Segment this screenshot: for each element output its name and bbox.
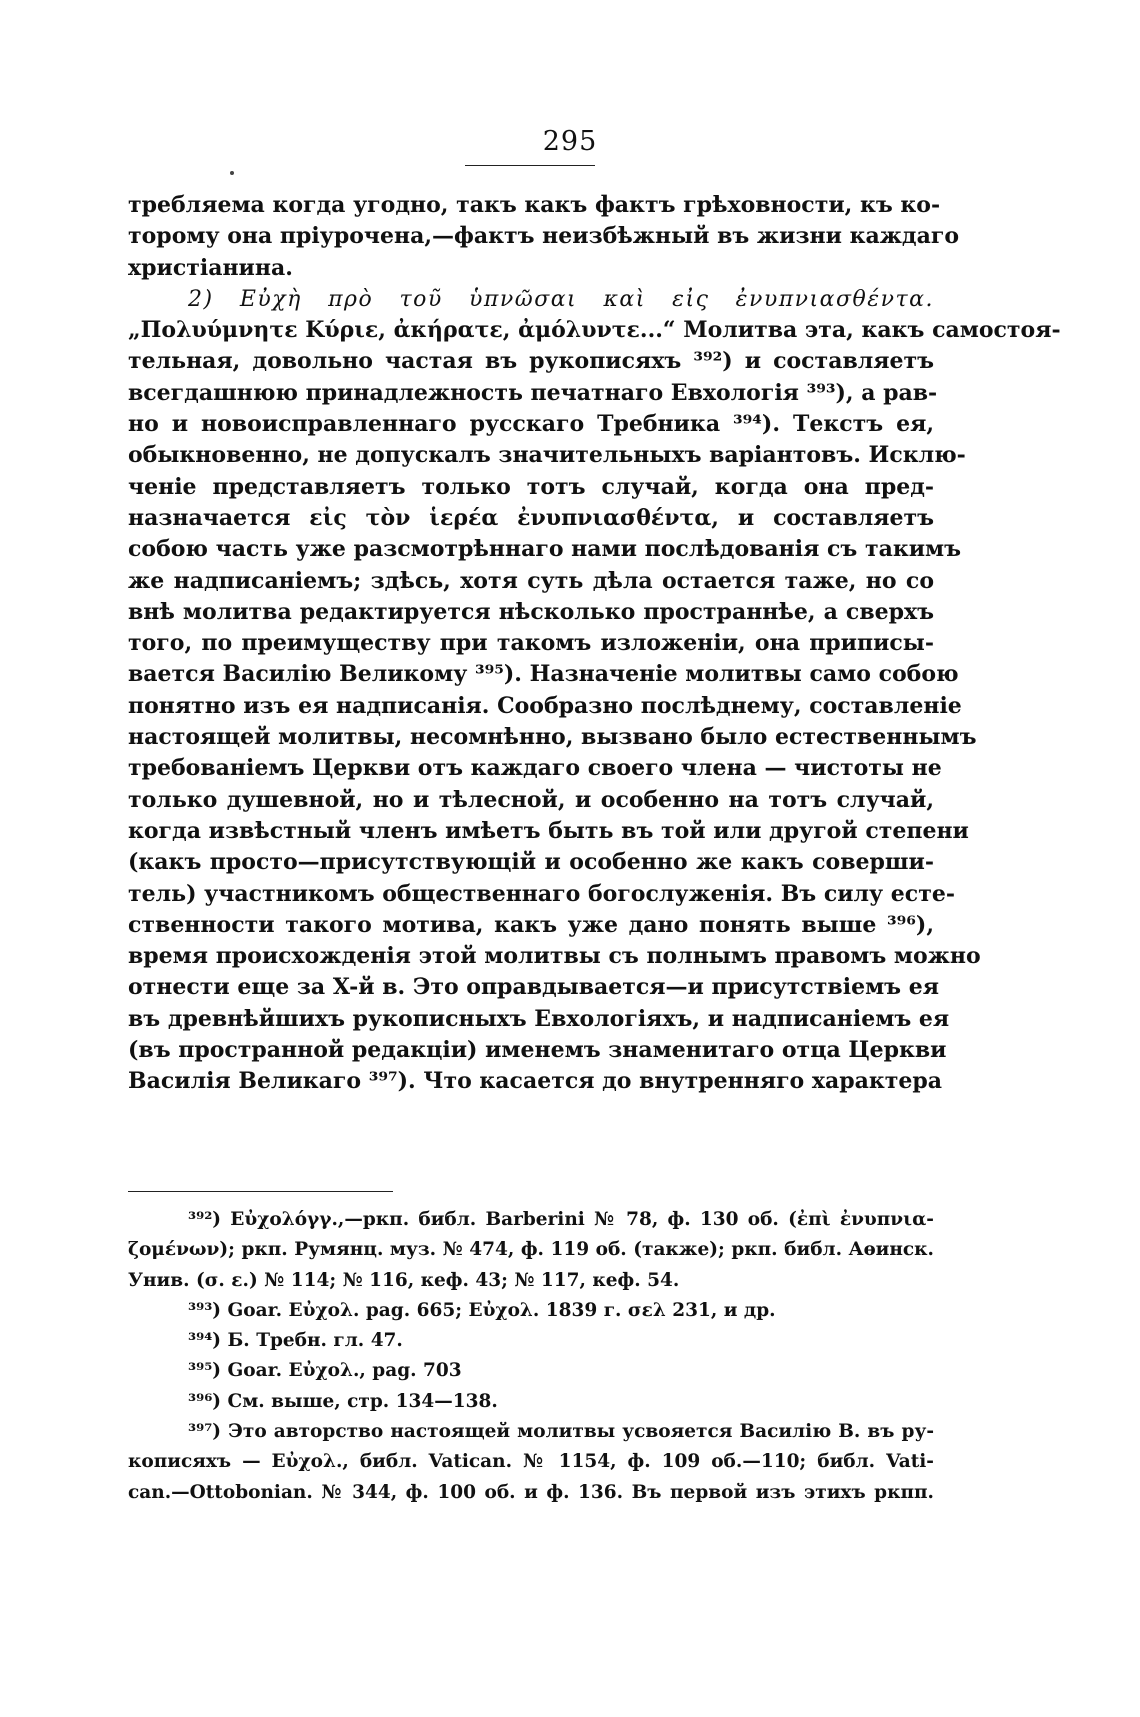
footnote-line: ³⁹⁷) Это авторство настоящей молитвы усвояется Василію В. въ ру- bbox=[188, 1421, 934, 1443]
text-line: (въ пространной редакціи) именемъ знаменитаго отца Церкви bbox=[128, 1037, 947, 1064]
text-line: назначается εἰς τὸν ἱερέα ἐνυπνιασθέντα, и составляетъ bbox=[128, 504, 934, 531]
footnote-line: ³⁹²) Εὐχολόγγ.,—ркп. библ. Barberini № 78, ф. 130 об. (ἐπὶ ἐνυπνια- bbox=[188, 1209, 934, 1230]
footnote-line: can.—Ottobonian. № 344, ф. 100 об. и ф. 136. Въ первой изъ этихъ ркпп. bbox=[128, 1481, 934, 1503]
stray-dot bbox=[230, 171, 234, 175]
text-line: вается Василію Великому ³⁹⁵). Назначеніе молитвы само собою bbox=[128, 661, 959, 688]
footnote-line: кописяхъ — Εὐχολ., библ. Vatican. № 1154, ф. 109 об.—110; библ. Vati- bbox=[128, 1451, 934, 1473]
text-line: собою часть уже разсмотрѣннаго нами послѣдованія съ такимъ bbox=[128, 536, 962, 563]
text-line: но и новоисправленнаго русскаго Требника ³⁹⁴). Текстъ ея, bbox=[128, 411, 934, 438]
footnote-line: ζομένων); ркп. Румянц. муз. № 474, ф. 119 об. (также); ркп. библ. Аѳинск. bbox=[128, 1239, 934, 1261]
text-line: (какъ просто—присутствующій и особенно же какъ соверши- bbox=[128, 849, 934, 876]
footnote-line: ³⁹⁵) Goar. Εὐχολ., pag. 703 bbox=[188, 1360, 462, 1382]
footnote-line: ³⁹⁴) Б. Требн. гл. 47. bbox=[188, 1330, 403, 1352]
text-line: настоящей молитвы, несомнѣнно, вызвано было естественнымъ bbox=[128, 724, 977, 751]
text-line: торому она пріурочена,—фактъ неизбѣжный въ жизни каждаго bbox=[128, 223, 960, 250]
text-line: же надписаніемъ; здѣсь, хотя суть дѣла остается таже, но со bbox=[128, 567, 934, 594]
text-line: требованіемъ Церкви отъ каждаго своего члена — чистоты не bbox=[128, 755, 942, 782]
page-number: 295 bbox=[542, 126, 598, 157]
text-line: время происхожденія этой молитвы съ полнымъ правомъ можно bbox=[128, 943, 981, 970]
text-line: тель) участникомъ общественнаго богослуженія. Въ силу есте- bbox=[128, 880, 955, 907]
text-line: тельная, довольно частая въ рукописяхъ ³⁹²) и составляетъ bbox=[128, 348, 934, 375]
header-rule bbox=[465, 165, 595, 166]
text-line: когда извѣстный членъ имѣетъ быть въ той или другой степени bbox=[128, 817, 969, 844]
text-line: „Πολυύμνητε Κύριε, ἀκήρατε, ἀμόλυντε...“ Молитва эта, какъ самостоя- bbox=[128, 317, 1061, 344]
text-line: понятно изъ ея надписанія. Сообразно послѣднему, составленіе bbox=[128, 692, 962, 719]
text-line: Василія Великаго ³⁹⁷). Что касается до внутренняго характера bbox=[128, 1068, 943, 1095]
text-line: требляема когда угодно, такъ какъ фактъ грѣховности, къ ко- bbox=[128, 192, 941, 218]
text-line: христіанина. bbox=[128, 254, 293, 281]
text-line: ственности такого мотива, какъ уже дано понять выше ³⁹⁶), bbox=[128, 911, 934, 938]
footnote-rule bbox=[128, 1191, 393, 1192]
footnote-line: ³⁹⁶) См. выше, стр. 134—138. bbox=[188, 1390, 498, 1412]
text-line: того, по преимуществу при такомъ изложеніи, она приписы- bbox=[128, 630, 934, 657]
text-line: всегдашнюю принадлежность печатнаго Евхологія ³⁹³), а рав- bbox=[128, 379, 938, 406]
footnote-line: Унив. (σ. ε.) № 114; № 116, кеф. 43; № 117, кеф. 54. bbox=[128, 1269, 680, 1291]
text-line: въ древнѣйшихъ рукописныхъ Евхологіяхъ, и надписаніемъ ея bbox=[128, 1005, 950, 1032]
text-line: внѣ молитва редактируется нѣсколько пространнѣе, а сверхъ bbox=[128, 598, 934, 625]
footnotes bbox=[128, 1205, 934, 1508]
text-line: только душевной, но и тѣлесной, и особенно на тотъ случай, bbox=[128, 786, 934, 813]
text-line: отнести еще за X-й в. Это оправдывается—и присутствіемъ ея bbox=[128, 974, 939, 1001]
text-line: ченіе представляетъ только тотъ случай, когда она пред- bbox=[128, 473, 934, 500]
footnote-line: ³⁹³) Goar. Εὐχολ. pag. 665; Εὐχολ. 1839 г. σελ 231, и др. bbox=[188, 1299, 776, 1321]
prayer-heading: 2) Εὐχὴ πρὸ τοῦ ὑπνῶσαι καὶ εἰς ἐνυπνιασθέντα. bbox=[188, 286, 934, 312]
text-line: обыкновенно, не допускалъ значительныхъ варіантовъ. Исклю- bbox=[128, 442, 966, 469]
main-text bbox=[128, 190, 1061, 1098]
